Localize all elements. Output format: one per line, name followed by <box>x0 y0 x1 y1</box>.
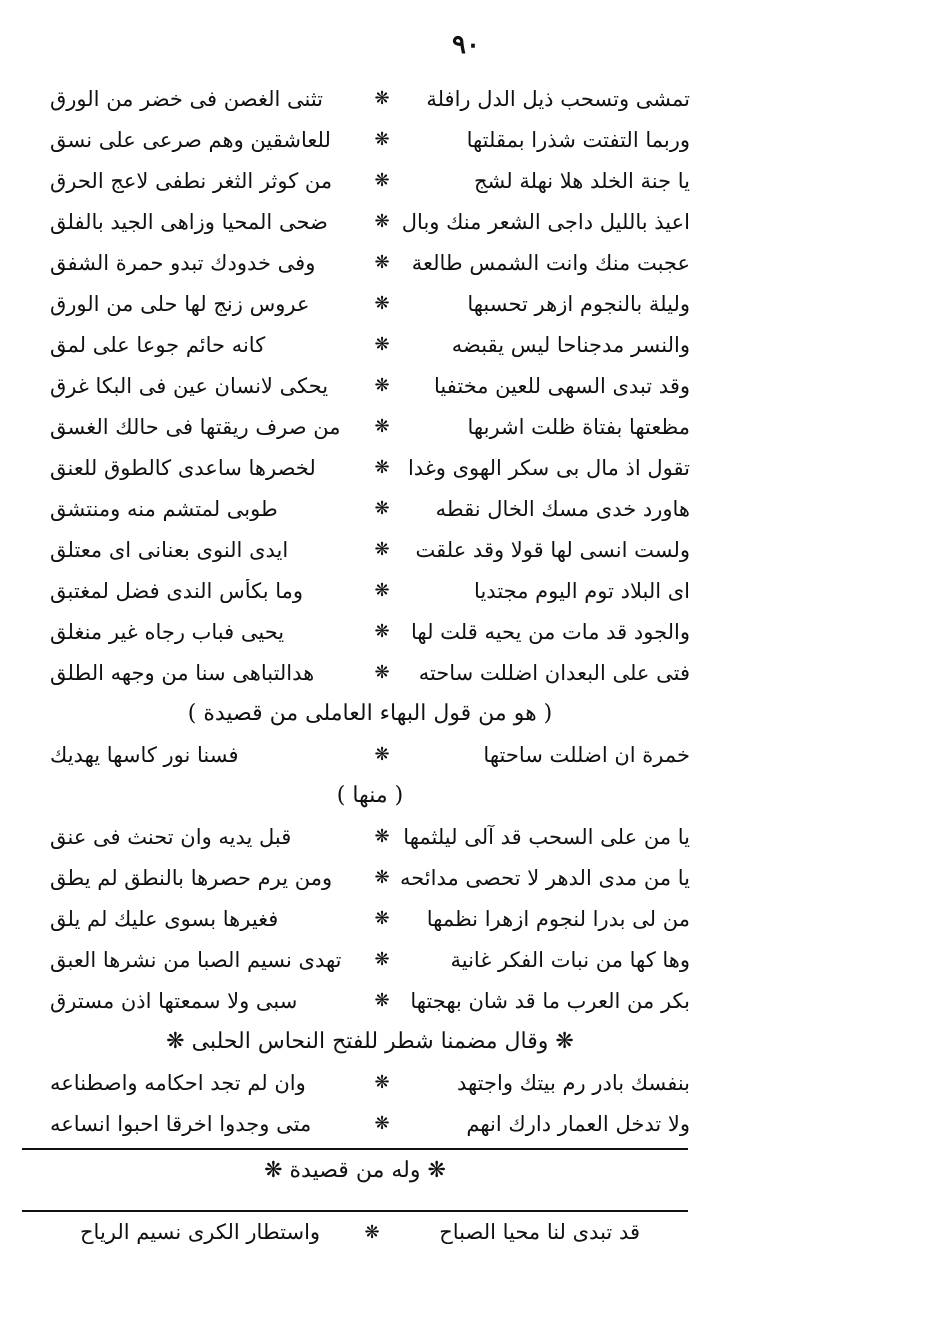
page-number: ٩٠ <box>452 30 480 60</box>
verse-first-hemistich: تمشى وتسحب ذيل الدل رافلة <box>426 86 690 111</box>
verse-second-hemistich: فسنا نور كاسها يهديك <box>50 742 239 767</box>
verse-second-hemistich: سبى ولا سمعتها اذن مسترق <box>50 988 298 1013</box>
verse-second-hemistich: من كوثر الثغر نطفى لاعج الحرق <box>50 168 333 193</box>
verse-first-hemistich: يا جنة الخلد هلا نهلة لشج <box>474 168 690 193</box>
verse-first-hemistich: وها كها من نبات الفكر غانية <box>450 947 690 972</box>
verse-separator-icon: ❋ <box>374 170 390 191</box>
verse-line <box>50 857 690 898</box>
verse-second-hemistich: فغيرها بسوى عليك لم يلق <box>50 906 279 931</box>
verse-first-hemistich: مظعتها بفتاة ظلت اشربها <box>467 414 690 439</box>
footer-heading: ❋ وله من قصيدة ❋ <box>264 1158 446 1183</box>
verse-second-hemistich: قبل يديه وان تحنث فى عنق <box>50 824 292 849</box>
verse-second-hemistich: وما بكأس الندى فضل لمغتبق <box>50 578 304 603</box>
verse-first-hemistich: هاورد خدى مسك الخال نقطه <box>435 496 690 521</box>
verse-separator-icon: ❋ <box>374 1072 390 1093</box>
verse-first-hemistich: وليلة بالنجوم ازهر تحسبها <box>467 291 690 316</box>
verse-first-hemistich: اعيذ بالليل داجى الشعر منك وبال <box>401 209 690 234</box>
verse-separator-icon: ❋ <box>374 416 390 437</box>
verse-second-hemistich: تثنى الغصن فى خضر من الورق <box>50 86 324 111</box>
verse-line <box>50 898 690 939</box>
verse-second-hemistich: ومن يرم حصرها بالنطق لم يطق <box>50 865 333 890</box>
section-heading: ( هو من قول البهاء العاملى من قصيدة ) <box>187 701 553 726</box>
verse-first-hemistich: وربما التفتت شذرا بمقلتها <box>466 127 690 152</box>
verse-second-hemistich: لخصرها ساعدى كالطوق للعنق <box>50 455 316 480</box>
verse-separator-icon: ❋ <box>374 621 390 642</box>
verse-line <box>50 1103 690 1144</box>
poem-body <box>50 78 690 1144</box>
verse-separator-icon: ❋ <box>374 88 390 109</box>
verse-separator-icon: ❋ <box>374 662 390 683</box>
verse-line <box>50 570 690 611</box>
verse-separator-icon: ❋ <box>374 211 390 232</box>
verse-second-hemistich: ضحى المحيا وزاهى الجيد بالفلق <box>50 209 328 234</box>
verse-line <box>50 816 690 857</box>
verse-separator-icon: ❋ <box>374 867 390 888</box>
verse-first-hemistich: يا من على السحب قد آلى ليلثمها <box>403 824 690 849</box>
verse-second-hemistich: ايدى النوى بعنانى اى معتلق <box>50 537 289 562</box>
verse-second-hemistich: واستطار الكرى نسيم الرياح <box>80 1220 321 1244</box>
verse-second-hemistich: وفى خدودك تبدو حمرة الشفق <box>50 250 316 275</box>
verse-line <box>50 160 690 201</box>
verse-second-hemistich: للعاشقين وهم صرعى على نسق <box>50 127 331 152</box>
verse-first-hemistich: والجود قد مات من يحيه قلت لها <box>411 619 690 644</box>
verse-first-hemistich: خمرة ان اضللت ساحتها <box>483 742 690 767</box>
verse-separator-icon: ❋ <box>374 826 390 847</box>
verse-separator-icon: ❋ <box>374 457 390 478</box>
verse-second-hemistich: عروس زنج لها حلى من الورق <box>50 291 310 316</box>
verse-line <box>50 78 690 119</box>
verse-line <box>50 488 690 529</box>
verse-line <box>50 734 690 775</box>
verse-first-hemistich: قد تبدى لنا محيا الصباح <box>439 1220 640 1244</box>
verse-line <box>50 406 690 447</box>
section-heading: ( منها ) <box>336 783 404 808</box>
verse-second-hemistich: من صرف ريقتها فى حالك الغسق <box>50 414 341 439</box>
verse-separator-icon: ❋ <box>374 498 390 519</box>
verse-first-hemistich: بكر من العرب ما قد شان بهجتها <box>410 988 690 1013</box>
verse-separator-icon: ❋ <box>364 1221 380 1243</box>
section-heading: ❋ وقال مضمنا شطر للفتح النحاس الحلبى ❋ <box>166 1029 574 1054</box>
verse-line <box>50 611 690 652</box>
verse-line <box>50 201 690 242</box>
verse-line <box>50 119 690 160</box>
verse-second-hemistich: متى وجدوا اخرقا احبوا انساعه <box>50 1111 312 1136</box>
verse-second-hemistich: يحيى فباب رجاه غير منغلق <box>50 619 285 644</box>
verse-first-hemistich: من لى بدرا لنجوم ازهرا نظمها <box>426 906 690 931</box>
verse-separator-icon: ❋ <box>374 334 390 355</box>
verse-line <box>50 939 690 980</box>
verse-line <box>50 447 690 488</box>
verse-second-hemistich: هدالتباهى سنا من وجهه الطلق <box>50 660 315 685</box>
verse-separator-icon: ❋ <box>374 908 390 929</box>
verse-separator-icon: ❋ <box>374 129 390 150</box>
verse-first-hemistich: والنسر مدجناحا ليس يقبضه <box>451 332 690 357</box>
verse-separator-icon: ❋ <box>374 744 390 765</box>
verse-line <box>50 529 690 570</box>
verse-separator-icon: ❋ <box>374 252 390 273</box>
verse-first-hemistich: وقد تبدى السهى للعين مختفيا <box>434 373 690 398</box>
verse-first-hemistich: ولست انسى لها قولا وقد علقت <box>415 537 690 562</box>
verse-separator-icon: ❋ <box>374 1113 390 1134</box>
verse-first-hemistich: اى البلاد توم اليوم مجتديا <box>474 578 690 603</box>
verse-separator-icon: ❋ <box>374 580 390 601</box>
verse-line <box>50 980 690 1021</box>
verse-second-hemistich: كانه حائم جوعا على لمق <box>50 332 266 357</box>
verse-line <box>50 365 690 406</box>
footer-verse <box>80 1220 640 1244</box>
verse-second-hemistich: يحكى لانسان عين فى البكا غرق <box>50 373 329 398</box>
verse-first-hemistich: ولا تدخل العمار دارك انهم <box>466 1111 690 1136</box>
verse-separator-icon: ❋ <box>374 375 390 396</box>
divider-bottom <box>22 1210 688 1212</box>
verse-line <box>50 652 690 693</box>
verse-line <box>50 324 690 365</box>
verse-first-hemistich: تقول اذ مال بى سكر الهوى وغدا <box>407 455 690 480</box>
verse-first-hemistich: فتى على البعدان اضللت ساحته <box>418 660 690 685</box>
verse-first-hemistich: يا من مدى الدهر لا تحصى مدائحه <box>400 865 690 890</box>
verse-line <box>50 1062 690 1103</box>
verse-line <box>50 283 690 324</box>
divider-top <box>22 1148 688 1150</box>
verse-separator-icon: ❋ <box>374 293 390 314</box>
verse-first-hemistich: بنفسك بادر رم بيتك واجتهد <box>456 1070 690 1095</box>
verse-first-hemistich: عجبت منك وانت الشمس طالعة <box>411 250 690 275</box>
verse-second-hemistich: وان لم تجد احكامه واصطناعه <box>50 1070 306 1095</box>
verse-second-hemistich: طوبى لمتشم منه ومنتشق <box>50 496 278 521</box>
verse-separator-icon: ❋ <box>374 990 390 1011</box>
verse-separator-icon: ❋ <box>374 949 390 970</box>
verse-second-hemistich: تهدى نسيم الصبا من نشرها العبق <box>50 947 342 972</box>
verse-line <box>50 242 690 283</box>
verse-separator-icon: ❋ <box>374 539 390 560</box>
